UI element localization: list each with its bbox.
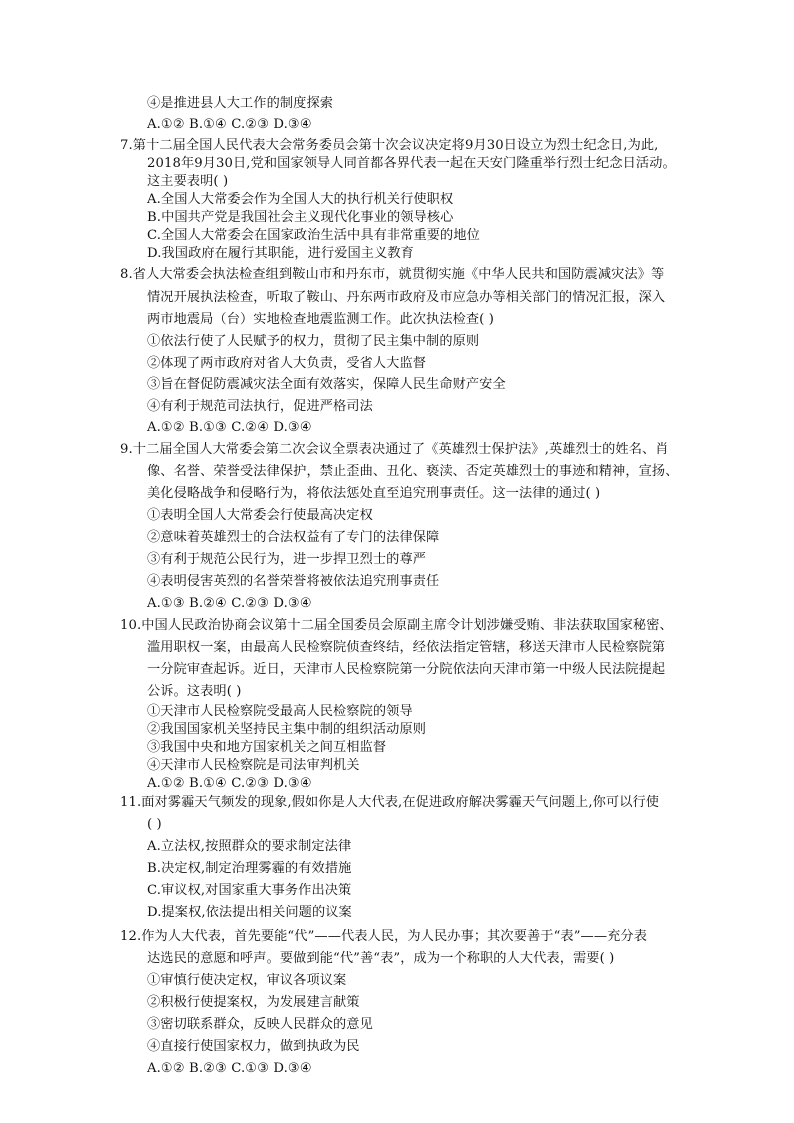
text-line: 8.省人大常委会执法检查组到鞍山市和丹东市，就贯彻实施《中华人民共和国防震减灾法》等	[120, 267, 665, 282]
text-line: ④是推进县人大工作的制度探索	[147, 96, 334, 111]
text-line: ④表明侵害英烈的名誉荣誉将被依法追究刑事责任	[147, 574, 440, 589]
text-line: 像、名誉、荣誉受法律保护，禁止歪曲、丑化、亵渎、否定英雄烈士的事迹和精神，宣扬、	[147, 464, 679, 479]
text-line: A.①② B.①③ C.②④ D.③④	[147, 420, 312, 435]
text-line: ①天津市人民检察院受最高人民检察院的领导	[147, 704, 413, 719]
text-line: 12.作为人大代表，首先要能“代”——代表人民，为人民办事；其次要善于“表”——充分表	[120, 929, 647, 944]
text-line: A.①② B.②③ C.①③ D.③④	[147, 1061, 312, 1076]
text-line: ③有利于规范公民行为，进一步捍卫烈士的尊严	[147, 552, 427, 567]
text-line: 滥用职权一案，由最高人民检察院侦查终结，经依法指定管辖，移送天津市人民检察院第	[147, 640, 666, 655]
text-line: 达选民的意愿和呼声。要做到能“代”善“表”，成为一个称职的人大代表，需要( )	[147, 951, 615, 966]
text-line: C.审议权,对国家重大事务作出决策	[147, 883, 352, 898]
text-line: 情况开展执法检查，听取了鞍山、丹东两市政府及市应急办等相关部门的情况汇报，深入	[147, 290, 666, 305]
text-line: B.决定权,制定治理雾霾的有效措施	[147, 861, 352, 876]
text-line: 两市地震局（台）实地检查地震监测工作。此次执法检查( )	[147, 312, 494, 327]
text-line: ②我国国家机关坚持民主集中制的组织活动原则	[147, 722, 427, 737]
text-line: D.我国政府在履行其职能，进行爱国主义教育	[147, 246, 414, 261]
text-line: 11.面对雾霾天气频发的现象,假如你是人大代表,在促进政府解决雾霾天气问题上,你可以行使	[120, 795, 660, 810]
text-line: A.立法权,按照群众的要求制定法律	[147, 839, 352, 854]
text-line: 2018年9月30日,党和国家领导人同首都各界代表一起在天安门隆重举行烈士纪念日活动。	[147, 156, 676, 171]
text-line: 9.十二届全国人大常委会第二次会议全票表决通过了《英雄烈士保护法》,英雄烈士的姓名、肖	[120, 442, 669, 457]
text-line: ②意味着英雄烈士的合法权益有了专门的法律保障	[147, 530, 440, 545]
text-line: B.中国共产党是我国社会主义现代化事业的领导核心	[147, 210, 454, 225]
text-line: 10.中国人民政治协商会议第十二届全国委员会原副主席令计划涉嫌受贿、非法获取国家秘密、	[120, 618, 673, 633]
text-line: ③旨在督促防震减灾法全面有效落实，保障人民生命财产安全	[147, 377, 506, 392]
text-line: 公诉。这表明( )	[147, 684, 242, 699]
text-line: ④有利于规范司法执行，促进严格司法	[147, 399, 373, 414]
text-line: ③密切联系群众，反映人民群众的意见	[147, 1017, 373, 1032]
text-line: A.全国人大常委会作为全国人大的执行机关行使职权	[147, 192, 454, 207]
text-line: ④直接行使国家权力，做到执政为民	[147, 1039, 360, 1054]
text-line: ①审慎行使决定权，审议各项议案	[147, 973, 347, 988]
text-line: ②积极行使提案权，为发展建言献策	[147, 995, 360, 1010]
text-line: ( )	[147, 817, 162, 832]
text-line: D.提案权,依法提出相关问题的议案	[147, 905, 352, 920]
text-line: ③我国中央和地方国家机关之间互相监督	[147, 740, 387, 755]
text-line: A.①③ B.②④ C.②③ D.③④	[147, 596, 312, 611]
text-line: A.①② B.①④ C.②③ D.③④	[147, 776, 312, 791]
text-line: 美化侵略战争和侵略行为，将依法惩处直至追究刑事责任。这一法律的通过( )	[147, 486, 601, 501]
text-line: ④天津市人民检察院是司法审判机关	[147, 758, 360, 773]
text-line: ①表明全国人大常委会行使最高决定权	[147, 508, 373, 523]
text-line: C.全国人大常委会在国家政治生活中具有非常重要的地位	[147, 228, 480, 243]
text-line: A.①② B.①④ C.②③ D.③④	[147, 117, 312, 132]
text-line: 7.第十二届全国人民代表大会常务委员会第十次会议决定将9月30日设立为烈士纪念日,为此,	[120, 138, 659, 153]
text-line: 一分院审查起诉。近日，天津市人民检察院第一分院依法向天津市第一中级人民法院提起	[147, 662, 666, 677]
text-line: ①依法行使了人民赋予的权力，贯彻了民主集中制的原则	[147, 334, 480, 349]
text-line: ②体现了两市政府对省人大负责，受省人大监督	[147, 356, 427, 371]
text-line: 这主要表明( )	[147, 174, 229, 189]
